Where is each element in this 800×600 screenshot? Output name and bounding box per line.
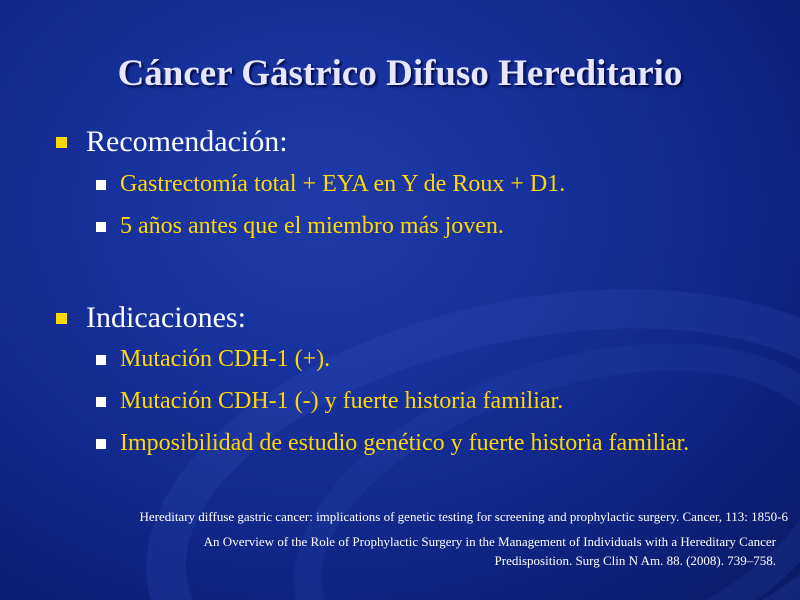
section-heading: Indicaciones: (86, 301, 246, 334)
square-bullet-icon (56, 137, 67, 148)
square-bullet-icon (96, 397, 106, 407)
section-heading: Recomendación: (86, 125, 288, 158)
sub-bullet-item (96, 343, 756, 375)
square-bullet-icon (96, 222, 106, 232)
sub-bullet-item (96, 210, 756, 242)
sub-bullet-item (96, 427, 736, 459)
slide-title: Cáncer Gástrico Difuso Hereditario (117, 53, 683, 94)
reference-citation: Hereditary diffuse gastric cancer: implications of genetic testing for screening and prophylactic surgery. Cancer, 113: 1850-6 (139, 509, 788, 524)
square-bullet-icon (96, 180, 106, 190)
sub-bullet-item (96, 385, 756, 417)
sub-bullet-text: 5 años antes que el miembro más joven. (120, 213, 504, 239)
sub-bullet-text: Mutación CDH-1 (-) y fuerte historia familiar. (120, 388, 564, 414)
sub-bullet-text: Gastrectomía total + EYA en Y de Roux + D1. (120, 171, 566, 197)
square-bullet-icon (96, 439, 106, 449)
sub-bullet-text: Imposibilidad de estudio genético y fuerte historia familiar. (120, 430, 690, 456)
sub-bullet-item (96, 168, 756, 200)
reference-citation: An Overview of the Role of Prophylactic Surgery in the Management of Individuals with a Hereditary Cancer (203, 534, 776, 549)
square-bullet-icon (96, 355, 106, 365)
reference-citation: Predisposition. Surg Clin N Am. 88. (2008). 739–758. (494, 553, 776, 568)
square-bullet-icon (56, 313, 67, 324)
sub-bullet-text: Mutación CDH-1 (+). (120, 346, 331, 372)
